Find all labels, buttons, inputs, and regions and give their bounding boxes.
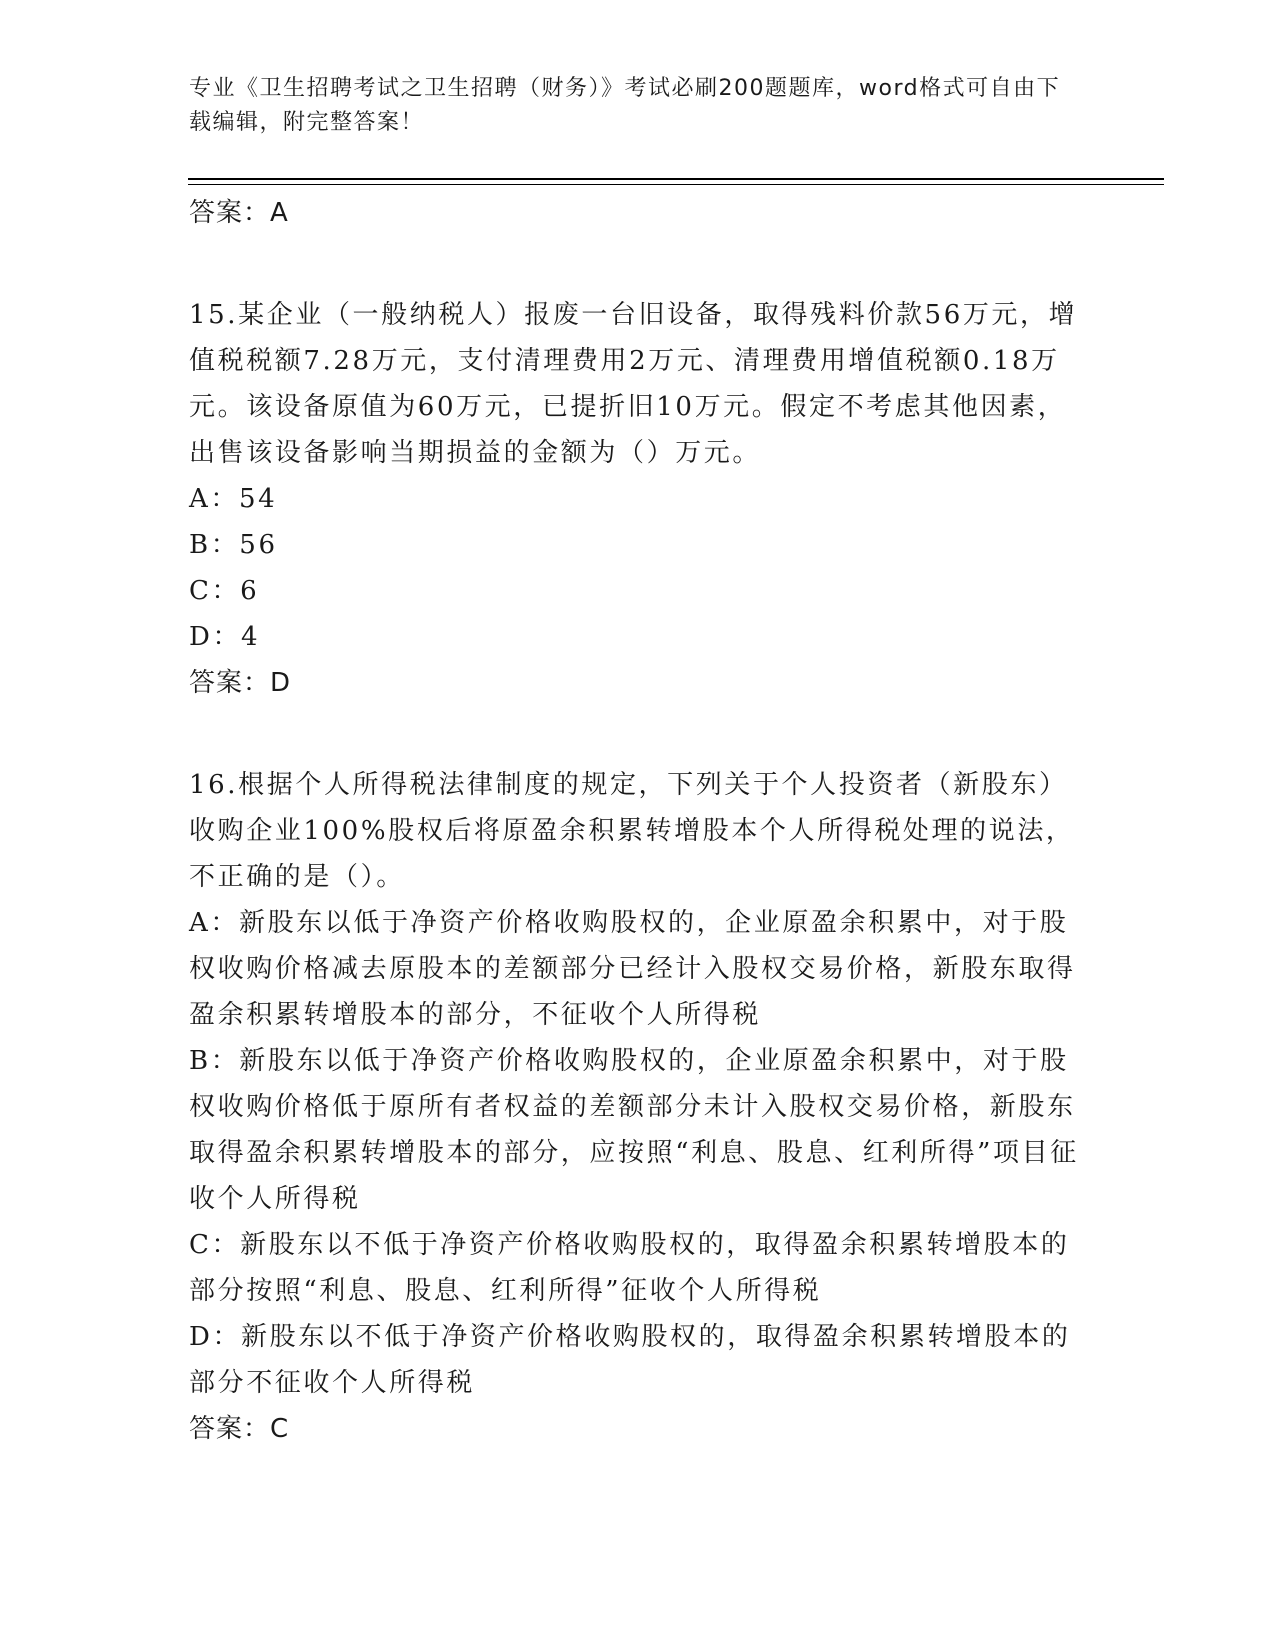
option-c: C：新股东以不低于净资产价格收购股权的，取得盈余积累转增股本的部分按照“利息、股息、红利所得”征收个人所得税 xyxy=(189,1230,1070,1306)
option-d: D：新股东以不低于净资产价格收购股权的，取得盈余积累转增股本的部分不征收个人所得税 xyxy=(189,1322,1071,1398)
option-b: B：56 xyxy=(189,530,278,560)
question-text: 16.根据个人所得税法律制度的规定，下列关于个人投资者（新股东）收购企业100%股权后将原盈余积累转增股本个人所得税处理的说法，不正确的是（）。 xyxy=(189,770,1075,892)
option-b: B：新股东以低于净资产价格收购股权的，企业原盈余积累中，对于股权收购价格低于原所有者权益的差额部分未计入股权交易价格，新股东取得盈余积累转增股本的部分，应按照“利息、股息、红利所得”项目征收个人所得税 xyxy=(189,1046,1079,1214)
option-d: D：4 xyxy=(189,622,261,652)
question-answer: 答案：C xyxy=(189,1414,290,1444)
question-text: 15.某企业（一般纳税人）报废一台旧设备，取得残料价款56万元，增值税税额7.28万元，支付清理费用2万元、清理费用增值税额0.18万元。该设备原值为60万元，已提折旧10万元。假定不考虑其他因素，出售该设备影响当期损益的金额为（）万元。 xyxy=(189,300,1078,468)
previous-question-answer: 答案：A xyxy=(189,198,289,228)
document-body xyxy=(189,190,1089,1452)
document-header: 专业《卫生招聘考试之卫生招聘（财务）》考试必刷200题题库，word格式可自由下载编辑，附完整答案！ xyxy=(189,76,1061,135)
option-a: A：新股东以低于净资产价格收购股权的，企业原盈余积累中，对于股权收购价格减去原股本的差额部分已经计入股权交易价格，新股东取得盈余积累转增股本的部分，不征收个人所得税 xyxy=(189,908,1076,1030)
option-c: C：6 xyxy=(189,576,260,606)
header-divider-thick xyxy=(188,178,1164,180)
question-15 xyxy=(189,292,1089,706)
option-a: A：54 xyxy=(189,484,278,514)
question-16 xyxy=(189,762,1089,1452)
question-answer: 答案：D xyxy=(189,668,292,698)
header-divider-thin xyxy=(188,184,1164,185)
